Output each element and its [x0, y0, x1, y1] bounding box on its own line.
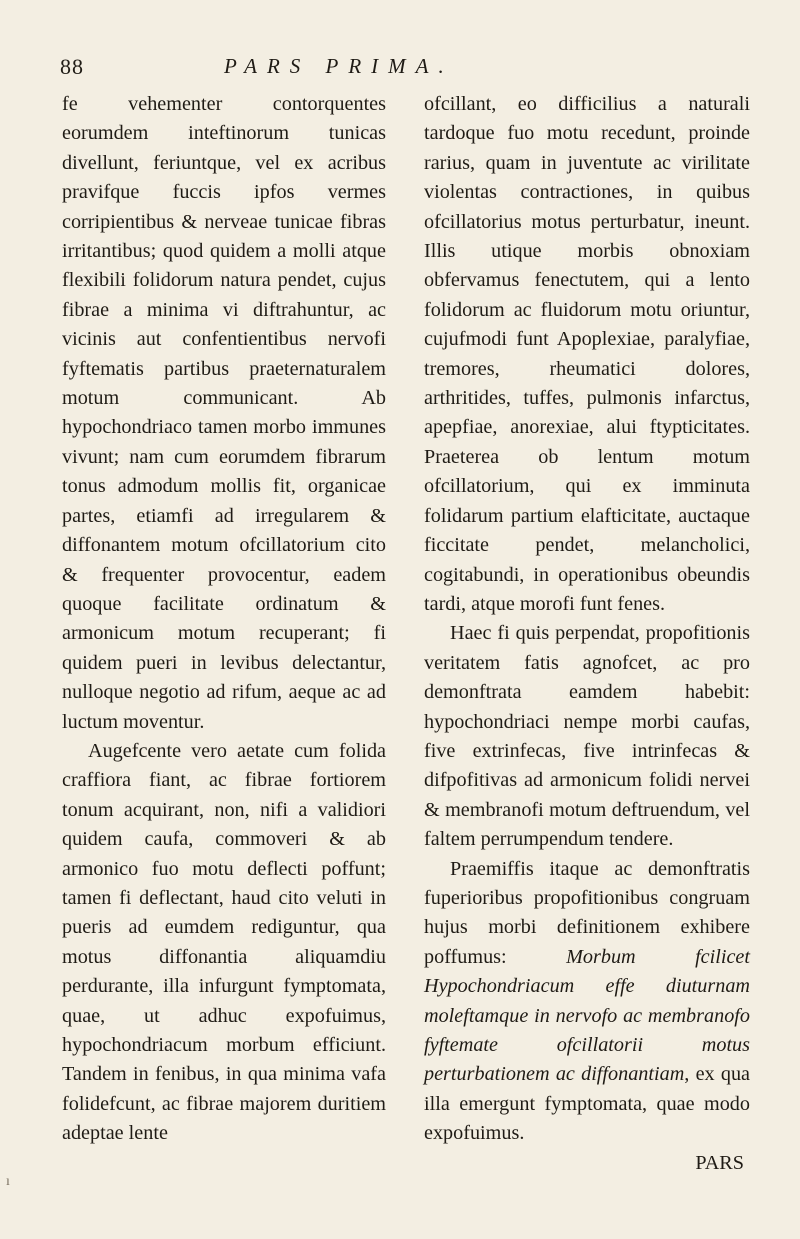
definition-italic: Morbum fcilicet Hypochondriacum effe diuturnam moleftamque in nervofo ac membranofo fyftemate ofcillatorii motus perturbationem ac diffonantiam [424, 945, 750, 1086]
right-column [424, 90, 750, 1178]
left-paragraph-2: Augefcente vero aetate cum folida craffiora fiant, ac fibrae fortiorem tonum acquirant, non, nifi a validiori quidem caufa, commoveri & ab armonico fuo motu deflecti poffunt; tamen fi deflectant, haud cito veluti in pueris ad eumdem rediguntur, qua motus diffonantia aliquamdiu perdurante, illa infurgunt fymptomata, quae, ut adhuc expofuimus, hypochondriacum morbum efficiunt. Tandem in fenibus, in qua minima vafa folidefcunt, ac fibrae majorem duritiem adeptae lente [62, 739, 386, 1145]
page-header [60, 48, 750, 88]
margin-tick: ı [6, 1174, 10, 1189]
right-paragraph-2: Haec fi quis perpendat, propofitionis veritatem fatis agnofcet, ac pro demonftrata eamdem habebit: hypochondriaci nempe morbi caufas, five extrinfecas, five intrinfecas & difpofitivas ad armonicum folidi nervei & membranofi motum deftruendum, vel faltem perrumpendum tendere. [424, 622, 750, 851]
right-paragraph-3 [424, 855, 750, 1149]
catchword: PARS [695, 1151, 744, 1174]
left-paragraph-1: fe vehementer contorquentes eorumdem inteftinorum tunicas divellunt, feriuntque, vel ex acribus pravifque fuccis ipfos vermes corripientibus & nerveae tunicae fibras irritantibus; quod quidem a molli atque flexibili folidorum natura pendet, cujus fibrae a minima vi diftrahuntur, ac vicinis aut confentientibus nervofi fyftematis partibus praeternaturalem motum communicant. Ab hypochondriaco tamen morbo immunes vivunt; nam cum eorumdem fibrarum tonus admodum mollis fit, organicae partes, etiamfi ad irregularem & diffonantem motum ofcillatorium cito & frequenter provocentur, eadem quoque facilitate ordinatum & armonicum motum recuperant; fi quidem pueri in levibus delectantur, nulloque negotio ad rifum, aeque ac ad luctum moventur. [62, 93, 386, 733]
left-column [62, 90, 386, 1149]
page-number: 88 [60, 54, 84, 79]
definition-end: , ex qua illa emergunt fymptomata, quae modo expofuimus. [424, 1063, 750, 1145]
definition-lead: Praemiffis itaque ac demonftratis fuperioribus propofitionibus congruam hujus morbi definitionem exhibere poffumus: [424, 857, 750, 968]
right-paragraph-1: ofcillant, eo difficilius a naturali tardoque fuo motu recedunt, proinde rarius, quam in juventute ac virilitate violentas contractiones, in quibus ofcillatorius motus perturbatur, ineunt. Illis utique morbis obnoxiam obfervamus fenectutem, qui a lento folidorum ac fluidorum motu oriuntur, cujufmodi funt Apoplexiae, paralyfiae, tremores, rheumatici dolores, arthritides, tuffes, pulmonis infarctus, apepfiae, anorexiae, alui ftypticitates. Praeterea ob lentum motum ofcillatorium, qui ex imminuta folidarum partium elafticitate, auctaque ficcitate pendet, melancholici, cogitabundi, in operationibus obeundis tardi, atque morofi funt fenes. [424, 93, 750, 615]
running-head: PARS PRIMA. [224, 54, 454, 78]
